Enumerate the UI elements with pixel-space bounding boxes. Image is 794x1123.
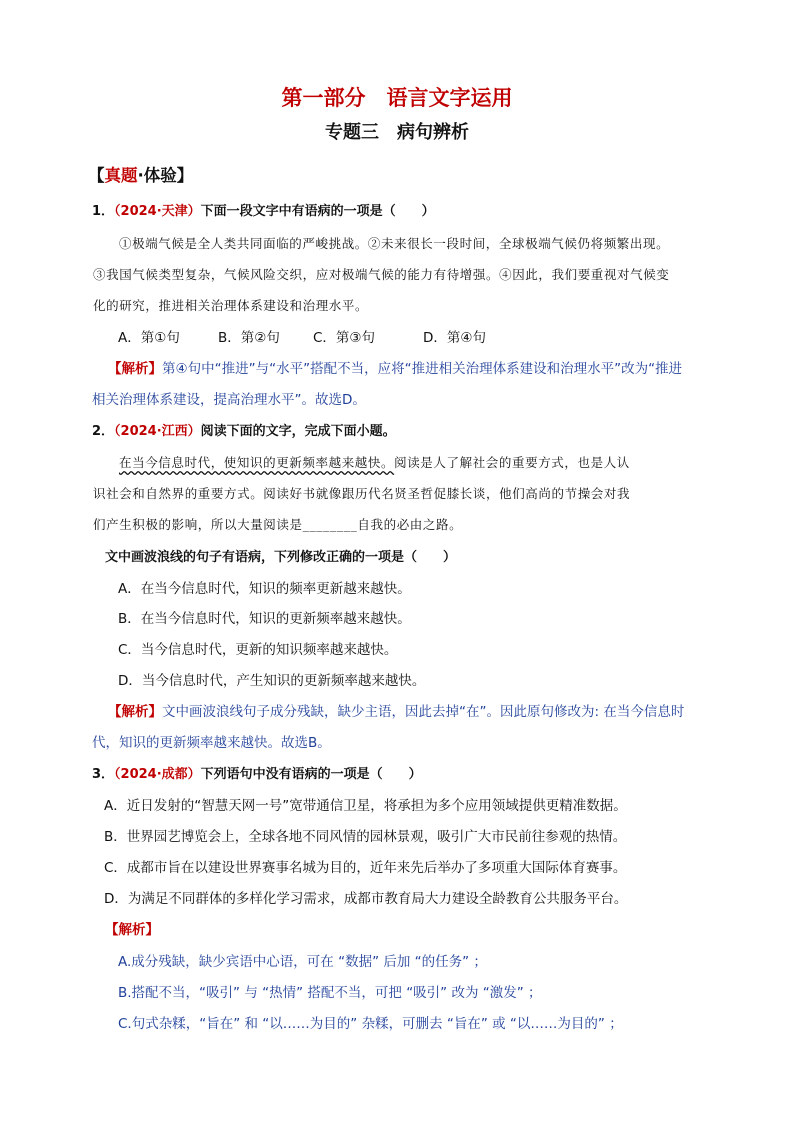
analysis-text: 文中画波浪线句子成分残缺，缺少主语，因此去掉“在”。因此原句修改为: 在当今信息时 [162,704,685,720]
q1-passage-line: ①极端气候是全人类共同面临的严峻挑战。②未来很长一段时间，全球极端气候仍将频繁出现。 [119,236,670,251]
analysis-label: 【解析】 [108,361,162,377]
q1-passage-line: 化的研究，推进相关治理体系建设和治理水平。 [93,298,369,313]
q3-analysis-line: B.搭配不当，“吸引” 与 “热情” 搭配不当，可把 “吸引” 改为 “激发” ； [118,985,542,1001]
question-number: 3． [92,767,115,782]
question-3-header [92,763,422,782]
question-stem: 阅读下面的文字，完成下面小题。 [200,424,396,439]
q1-option-c: C．第③句 [313,330,376,346]
q2-option-a: A．在当今信息时代，知识的频率更新越来越快。 [118,581,411,597]
q2-option-b: B．在当今信息时代，知识的更新频率越来越快。 [118,611,411,627]
q3-analysis-line: C.句式杂糅，“旨在” 和 “以……为目的” 杂糅，可删去 “旨在” 或 “以……为目的” ； [118,1016,623,1032]
section-sep: ·体验 [137,166,177,185]
q3-option-c: C．成都市旨在以建设世界赛事名城为目的，近年来先后举办了多项重大国际体育赛事。 [104,860,627,876]
question-source: （2024·成都） [114,767,201,782]
q3-option-a: A．近日发射的“智慧天网一号”宽带通信卫星，将承担为多个应用领域提供更精准数据。 [104,798,627,814]
q2-option-d: D．当今信息时代，产生知识的更新频率越来越快。 [118,673,426,689]
q1-option-a: A．第①句 [118,330,180,346]
passage-text: 阅读是人了解社会的重要方式，也是人认 [394,455,630,470]
q1-passage-line: ③我国气候类型复杂，气候风险交织，应对极端气候的能力有待增强。④因此，我们要重视对气候变 [93,267,670,282]
q3-analysis-label: 【解析】 [105,922,159,938]
question-source: （2024·江西） [114,424,201,439]
q1-analysis-line: 相关治理体系建设，提高治理水平”。故选D。 [92,392,366,408]
bracket-open: 【 [88,166,105,185]
q2-analysis-line: 代，知识的更新频率越来越快。故选B。 [92,735,331,751]
q2-option-c: C．当今信息时代，更新的知识频率越来越快。 [118,642,398,658]
q1-option-b: B．第②句 [218,330,280,346]
q3-option-d: D．为满足不同群体的多样化学习需求，成都市教育局大力建设全龄教育公共服务平台。 [104,891,628,907]
q2-passage-line: 们产生积极的影响，所以大量阅读是________自我的必由之路。 [93,517,463,532]
question-1-header [92,200,435,219]
question-stem: 下面一段文字中有语病的一项是（ ） [200,204,435,219]
section-heading [88,162,193,186]
analysis-text: 第④句中“推进”与“水平”搭配不当，应将“推进相关治理体系建设和治理水平”改为“推进 [162,361,683,377]
q2-analysis-line [108,700,684,720]
q1-analysis-line [108,357,682,377]
wavy-underlined-sentence: 在当今信息时代，使知识的更新频率越来越快。 [119,455,395,470]
question-2-header [92,420,396,439]
q3-analysis-line: A.成分残缺，缺少宾语中心语，可在 “数据” 后加 “的任务” ； [118,954,487,970]
question-number: 2． [92,424,115,439]
part-title: 第一部分 语言文字运用 [281,86,513,110]
question-source: （2024·天津） [114,204,201,219]
q2-question: 文中画波浪线的句子有语病，下列修改正确的一项是（ ） [105,550,457,565]
question-stem: 下列语句中没有语病的一项是（ ） [200,767,422,782]
q2-passage-line [119,453,630,471]
section-name: 真题 [104,166,138,185]
question-number: 1． [92,204,115,219]
q1-option-d: D．第④句 [423,330,486,346]
topic-title: 专题三 病句辨析 [325,122,469,143]
q2-passage-line: 识社会和自然界的重要方式。阅读好书就像跟历代名贤圣哲促膝长谈，他们高尚的节操会对我 [93,486,631,501]
q3-option-b: B．世界园艺博览会上，全球各地不同风情的园林景观，吸引广大市民前往参观的热情。 [104,829,627,845]
analysis-label: 【解析】 [108,704,162,720]
bracket-close: 】 [176,166,194,185]
